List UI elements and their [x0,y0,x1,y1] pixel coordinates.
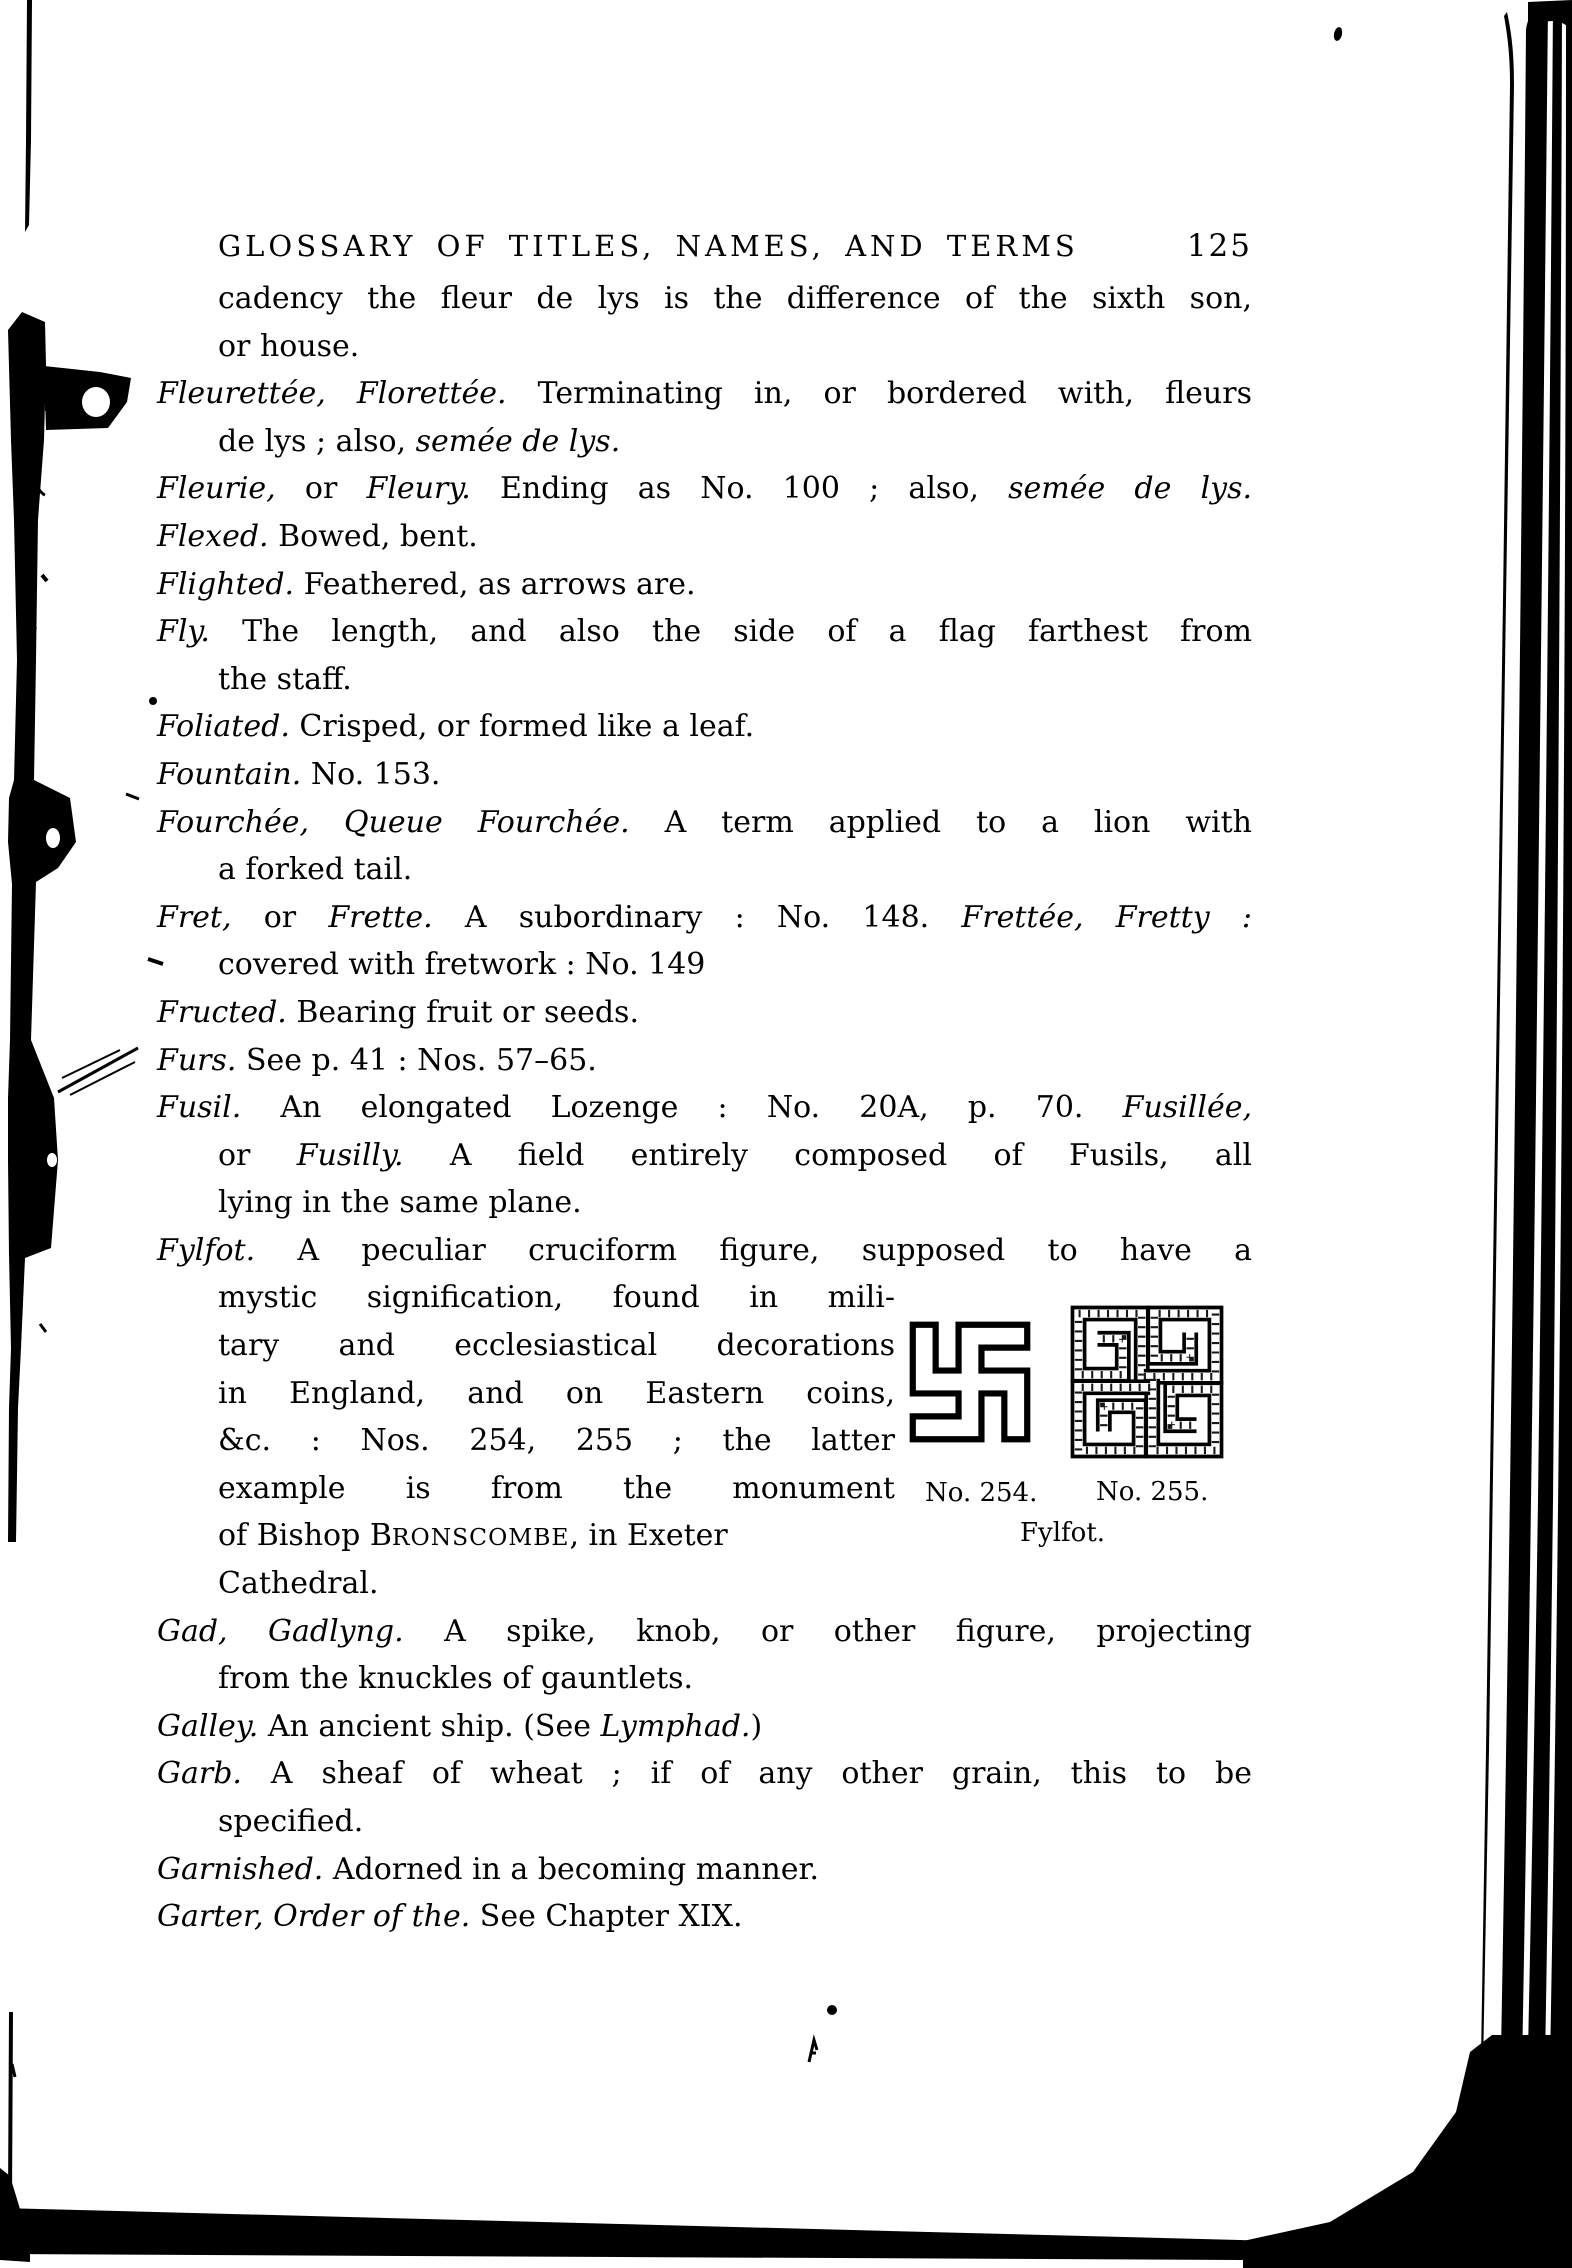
glossary-term: Flighted. [157,566,295,602]
text-line [157,275,1252,323]
glossary-term: semée de lys. [1008,471,1252,507]
glossary-term: Galley. [157,1708,259,1744]
text-segment: lying in the same plane. [218,1185,582,1221]
text-segment: Bowed, bent. [268,518,478,554]
text-segment: Crisped, or formed like a leaf. [289,709,755,745]
text-line [157,1893,1252,1941]
glossary-term: Foliated. [157,709,290,745]
text-line [157,1084,1252,1132]
text-line [157,1370,895,1418]
running-title: GLOSSARY OF TITLES, NAMES, AND TERMS [218,229,1079,263]
fylfot-figure-255 [1068,1303,1226,1465]
glossary-term: Garnished. [157,1851,324,1887]
glossary-term: Fountain. [157,756,302,792]
text-segment: , in Exeter [569,1518,728,1554]
text-segment: An elongated Lozenge : No. 20A, p. 70. [241,1090,1123,1126]
text-segment: See Chapter XIX. [470,1899,743,1935]
glossary-term: Furs. [157,1042,237,1078]
text-segment: de lys ; also, [218,423,416,459]
text-segment: Ending as No. 100 ; also, [470,471,1009,507]
glossary-term: Garb. [157,1756,242,1792]
text-line [157,703,1252,751]
glossary-term: Garter, Order of the. [157,1899,471,1935]
text-segment: A spike, knob, or other figure, projecting [403,1613,1252,1649]
text-segment: Terminating in, or bordered with, fleurs [506,376,1252,412]
text-segment: Adorned in a becoming manner. [323,1851,820,1887]
text-line [157,751,1252,799]
text-segment: RONSCOMBE [391,1523,570,1552]
glossary-term: semée de lys. [415,423,621,459]
text-line [157,989,1252,1037]
text-segment: tary and ecclesiastical decorations [218,1328,895,1364]
glossary-term: Fusillée, [1122,1090,1252,1126]
figure-caption-255: No. 255. [1096,1477,1209,1507]
text-segment: ) [750,1708,763,1744]
text-line [157,941,1252,989]
text-segment: a forked tail. [218,852,413,888]
text-segment: mystic signification, found in mili- [218,1280,895,1316]
fylfot-255-drawing [1068,1303,1226,1461]
text-segment: &c. : Nos. 254, 255 ; the latter [218,1423,895,1459]
text-segment: A term applied to a lion with [629,804,1252,840]
text-segment: of Bishop B [218,1518,392,1554]
text-line [157,1608,1252,1656]
text-line [157,1322,895,1370]
text-segment: in England, and on Eastern coins, [218,1375,895,1411]
text-line [157,418,1252,466]
glossary-term: Fructed. [157,994,287,1030]
text-line [157,465,1252,513]
text-segment: covered with fretwork : No. 149 [218,947,706,983]
text-line [157,894,1252,942]
text-line [157,1655,1252,1703]
text-segment: See p. 41 : Nos. 57–65. [236,1042,597,1078]
text-line [157,1227,1252,1275]
glossary-term: Fylfot. [157,1232,256,1268]
glossary-term: Fleurie, [157,471,276,507]
glossary-term: Frettée, Fretty : [961,899,1252,935]
text-segment: A sheaf of wheat ; if of any other grain, this to be [241,1756,1252,1792]
text-segment: example is from the monument [218,1470,895,1506]
text-segment: No. 153. [301,756,441,792]
text-line [157,1179,1252,1227]
glossary-term: Fusil. [157,1090,242,1126]
text-segment: An ancient ship. (See [258,1708,601,1744]
glossary-term: Flexed. [157,518,269,554]
text-segment: A field entirely composed of Fusils, all [403,1137,1252,1173]
text-segment: the staff. [218,661,352,697]
glossary-term: Lymphad. [600,1708,751,1744]
text-line [157,370,1252,418]
text-line [157,1417,895,1465]
text-line [157,1037,1252,1085]
text-line [157,799,1252,847]
text-segment: or [275,471,367,507]
text-line [157,1132,1252,1180]
text-line [157,513,1252,561]
glossary-term: Fleurettée, Florettée. [157,376,507,412]
figure-caption-254: No. 254. [925,1478,1038,1508]
text-segment: A peculiar cruciform figure, supposed to have a [255,1232,1252,1268]
text-segment: Cathedral. [218,1566,379,1602]
text-line [157,1703,1252,1751]
body-text [157,275,1252,1941]
text-line [157,1465,895,1513]
text-segment: specified. [218,1804,364,1839]
text-line [157,1798,1252,1846]
text-line [157,1274,895,1322]
text-segment: or house. [218,328,360,364]
text-line [157,561,1252,609]
text-segment: cadency the fleur de lys is the difference of the sixth son, [218,281,1252,316]
fylfot-254-drawing [908,1318,1032,1446]
text-line [157,656,1252,704]
text-segment: or [218,1137,297,1173]
figure-label-fylfot: Fylfot. [1020,1518,1106,1548]
text-line [157,323,1252,371]
text-line [157,1846,1252,1894]
page-header [218,228,1252,264]
glossary-term: Fly. [157,614,210,650]
text-line [157,608,1252,656]
text-line [157,1560,1252,1608]
glossary-term: Frette. [328,899,433,935]
glossary-term: Fusilly. [296,1137,404,1173]
glossary-term: Gad, Gadlyng. [157,1613,404,1649]
fylfot-figure-254 [908,1318,1032,1450]
text-segment: Bearing fruit or seeds. [286,994,639,1030]
glossary-term: Fleury. [366,471,471,507]
glossary-term: Fret, [157,899,232,935]
page-number: 125 [1186,228,1252,264]
glossary-term: Fourchée, Queue Fourchée. [157,804,630,840]
text-line [157,1750,1252,1798]
text-segment: Feathered, as arrows are. [294,566,696,602]
text-segment: or [231,899,329,935]
text-segment: from the knuckles of gauntlets. [218,1661,694,1697]
text-segment: The length, and also the side of a flag farthest from [209,614,1252,650]
text-segment: A subordinary : No. 148. [432,899,962,935]
text-line [157,846,1252,894]
